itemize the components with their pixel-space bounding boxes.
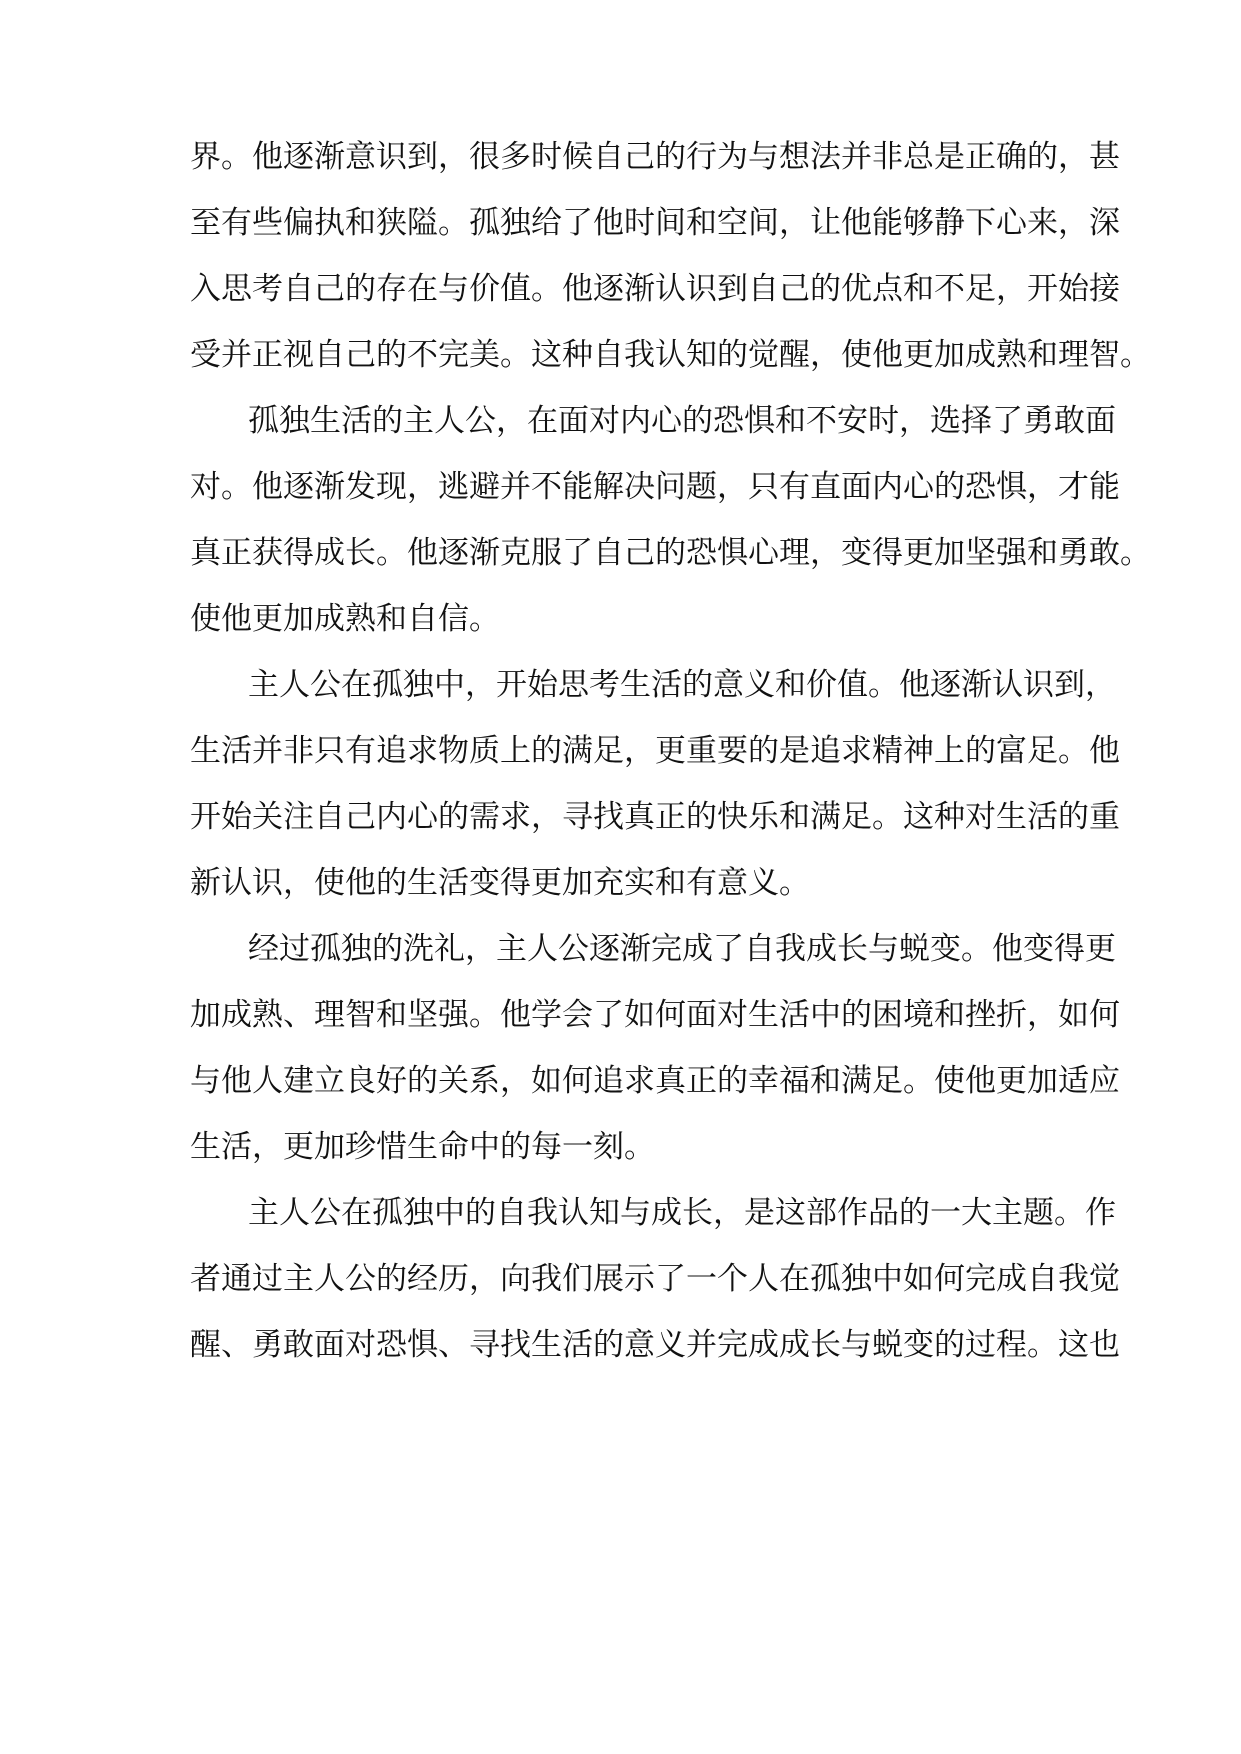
paragraph-first-line: 孤独生活的主人公，在面对内心的恐惧和不安时，选择了勇敢面 [248,403,1116,439]
text-line: 生活并非只有追求物质上的满足，更重要的是追求精神上的富足。他 [190,733,1120,769]
text-line: 加成熟、理智和坚强。他学会了如何面对生活中的困境和挫折，如何 [190,997,1120,1033]
text-line: 界。他逐渐意识到，很多时候自己的行为与想法并非总是正确的，甚 [190,139,1120,175]
text-line: 入思考自己的存在与价值。他逐渐认识到自己的优点和不足，开始接 [190,271,1120,307]
text-line: 至有些偏执和狭隘。孤独给了他时间和空间，让他能够静下心来，深 [190,205,1120,241]
text-line: 使他更加成熟和自信。 [190,601,500,637]
text-line: 者通过主人公的经历，向我们展示了一个人在孤独中如何完成自我觉 [190,1261,1120,1297]
text-line: 受并正视自己的不完美。这种自我认知的觉醒，使他更加成熟和理智。 [190,337,1151,373]
paragraph-first-line: 主人公在孤独中，开始思考生活的意义和价值。他逐渐认识到， [248,667,1116,703]
text-line: 与他人建立良好的关系，如何追求真正的幸福和满足。使他更加适应 [190,1063,1120,1099]
text-line: 真正获得成长。他逐渐克服了自己的恐惧心理，变得更加坚强和勇敢。 [190,535,1151,571]
text-line: 开始关注自己内心的需求，寻找真正的快乐和满足。这种对生活的重 [190,799,1120,835]
text-line: 对。他逐渐发现，逃避并不能解决问题，只有直面内心的恐惧，才能 [190,469,1120,505]
text-line: 新认识，使他的生活变得更加充实和有意义。 [190,865,810,901]
text-line: 醒、勇敢面对恐惧、寻找生活的意义并完成成长与蜕变的过程。这也 [190,1327,1120,1363]
text-line: 生活，更加珍惜生命中的每一刻。 [190,1129,655,1165]
paragraph-first-line: 经过孤独的洗礼，主人公逐渐完成了自我成长与蜕变。他变得更 [248,931,1116,967]
paragraph-first-line: 主人公在孤独中的自我认知与成长，是这部作品的一大主题。作 [248,1195,1116,1231]
